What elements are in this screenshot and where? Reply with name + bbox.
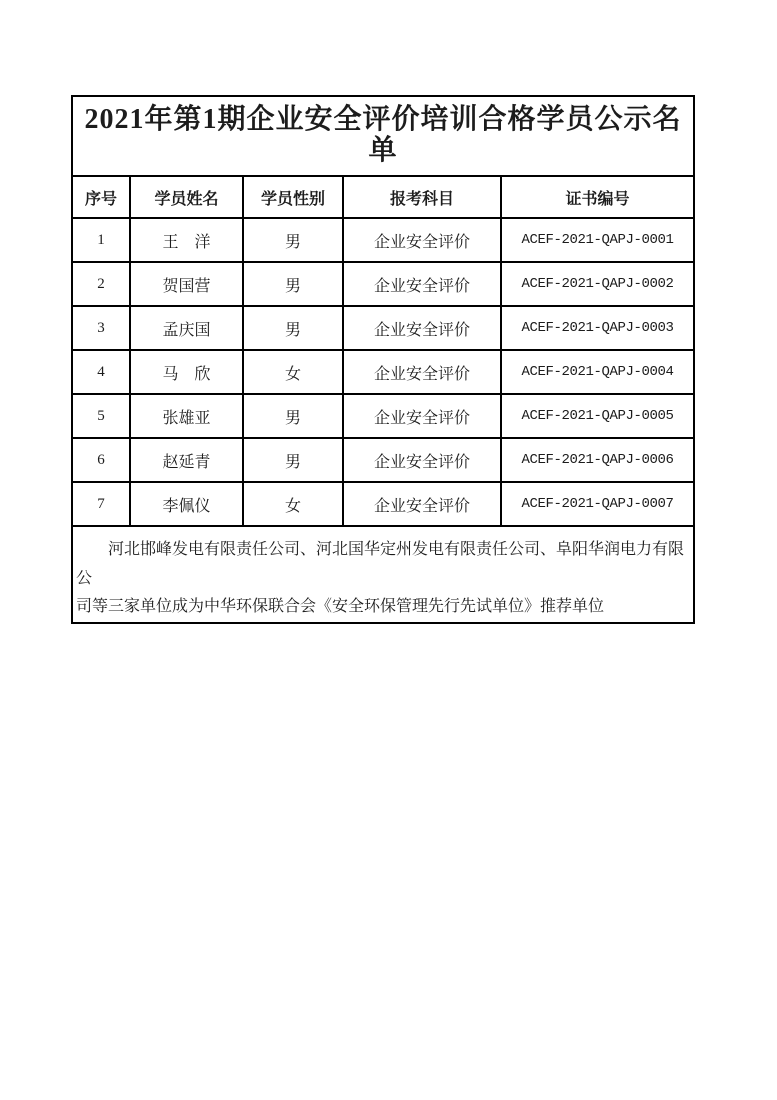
name-cell: 张雄亚 xyxy=(130,394,243,438)
gender-cell: 男 xyxy=(243,394,343,438)
index-cell: 2 xyxy=(72,262,130,306)
student-row xyxy=(72,438,694,482)
index-cell: 6 xyxy=(72,438,130,482)
name-cell: 李佩仪 xyxy=(130,482,243,526)
certificate-cell: ACEF-2021-QAPJ-0006 xyxy=(501,438,694,482)
column-header-gender: 学员性别 xyxy=(243,176,343,218)
certificate-cell: ACEF-2021-QAPJ-0002 xyxy=(501,262,694,306)
student-table-body xyxy=(72,218,694,526)
gender-cell: 男 xyxy=(243,262,343,306)
footer-note-line-1: 河北邯峰发电有限责任公司、河北国华定州发电有限责任公司、阜阳华润电力有限公 xyxy=(76,541,685,587)
name-cell: 王 洋 xyxy=(130,218,243,262)
name-cell: 贺国营 xyxy=(130,262,243,306)
column-header-name: 学员姓名 xyxy=(130,176,243,218)
gender-cell: 女 xyxy=(243,350,343,394)
certificate-cell: ACEF-2021-QAPJ-0001 xyxy=(501,218,694,262)
certificate-cell: ACEF-2021-QAPJ-0004 xyxy=(501,350,694,394)
index-cell: 5 xyxy=(72,394,130,438)
subject-cell: 企业安全评价 xyxy=(343,218,501,262)
gender-cell: 女 xyxy=(243,482,343,526)
certificate-cell: ACEF-2021-QAPJ-0005 xyxy=(501,394,694,438)
name-cell: 孟庆国 xyxy=(130,306,243,350)
student-row xyxy=(72,394,694,438)
certificate-cell: ACEF-2021-QAPJ-0007 xyxy=(501,482,694,526)
student-row xyxy=(72,306,694,350)
name-cell: 马 欣 xyxy=(130,350,243,394)
subject-cell: 企业安全评价 xyxy=(343,350,501,394)
column-header-certificate: 证书编号 xyxy=(501,176,694,218)
subject-cell: 企业安全评价 xyxy=(343,394,501,438)
subject-cell: 企业安全评价 xyxy=(343,482,501,526)
subject-cell: 企业安全评价 xyxy=(343,262,501,306)
student-row xyxy=(72,262,694,306)
gender-cell: 男 xyxy=(243,218,343,262)
subject-cell: 企业安全评价 xyxy=(343,438,501,482)
student-table xyxy=(71,95,695,624)
student-row xyxy=(72,350,694,394)
subject-cell: 企业安全评价 xyxy=(343,306,501,350)
index-cell: 3 xyxy=(72,306,130,350)
gender-cell: 男 xyxy=(243,438,343,482)
column-header-index: 序号 xyxy=(72,176,130,218)
student-row xyxy=(72,482,694,526)
certificate-cell: ACEF-2021-QAPJ-0003 xyxy=(501,306,694,350)
gender-cell: 男 xyxy=(243,306,343,350)
footer-note-line-2: 司等三家单位成为中华环保联合会《安全环保管理先行先试单位》推荐单位 xyxy=(76,598,605,615)
index-cell: 4 xyxy=(72,350,130,394)
document-title: 2021年第1期企业安全评价培训合格学员公示名单 xyxy=(72,96,694,176)
index-cell: 7 xyxy=(72,482,130,526)
column-header-subject: 报考科目 xyxy=(343,176,501,218)
index-cell: 1 xyxy=(72,218,130,262)
name-cell: 赵延青 xyxy=(130,438,243,482)
title-row xyxy=(72,96,694,176)
student-row xyxy=(72,218,694,262)
table-header-row xyxy=(72,176,694,218)
footer-row xyxy=(72,526,694,623)
footer-note xyxy=(72,526,694,623)
